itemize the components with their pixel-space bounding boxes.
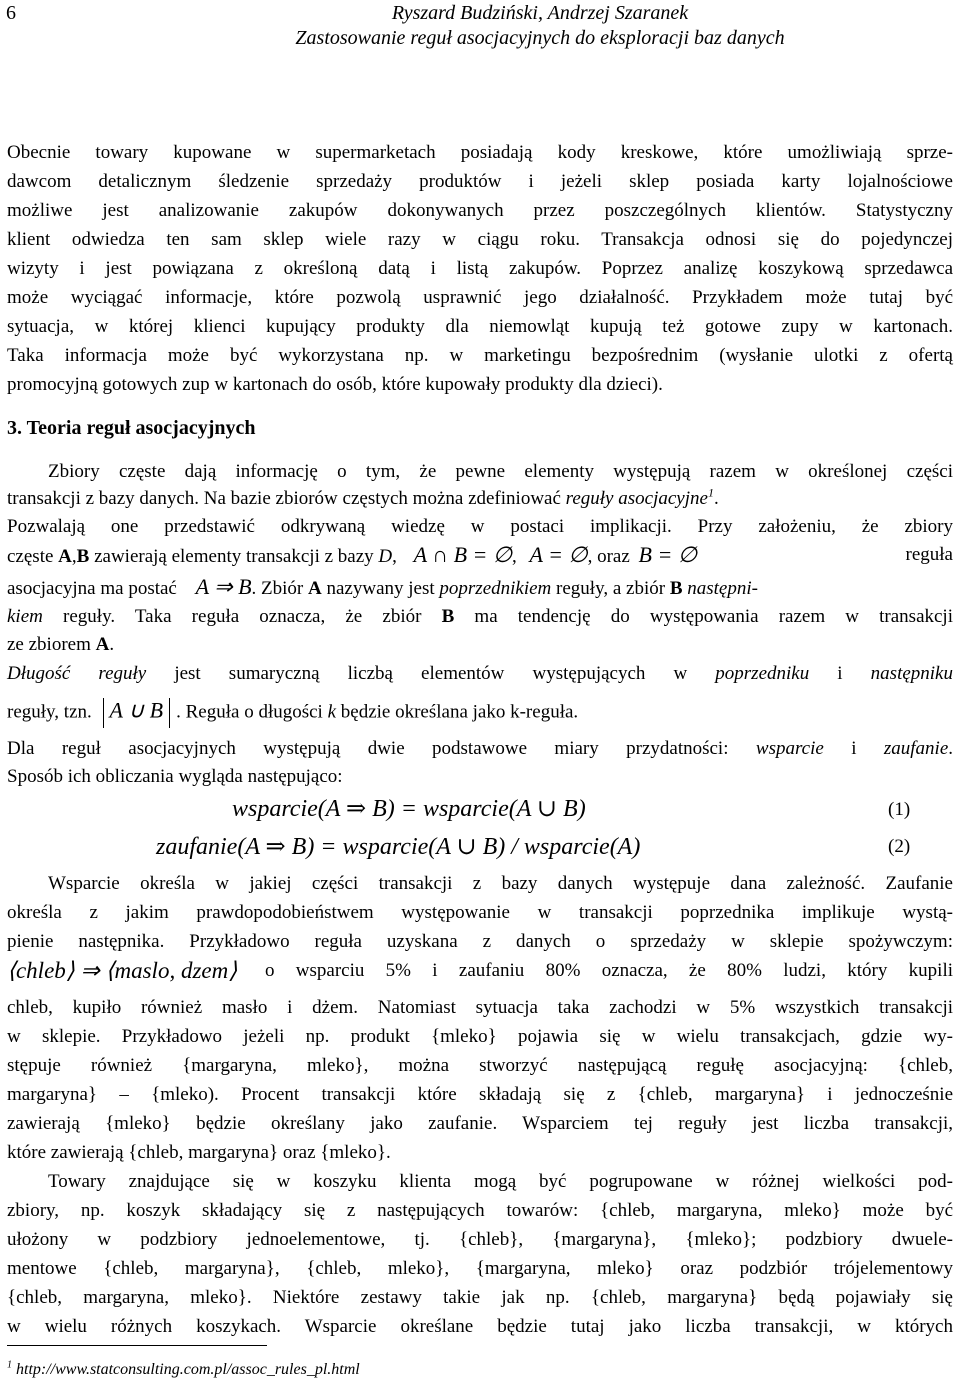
text-line [7, 543, 953, 569]
text-line [7, 605, 953, 629]
text-span: i [823, 738, 884, 759]
text-line: ułożony w podzbiory jednoelementowe, tj. {chleb}, {margaryna}, {mleko}; podzbiory dwuele- [7, 1229, 953, 1250]
text-span: , oraz [587, 546, 630, 567]
text-line [7, 487, 953, 511]
term-italic: zaufanie [883, 738, 949, 759]
text-line: może wyciągać informacje, które pozwolą usprawnić jego działalność. Przykładem może tutaj być [7, 287, 953, 308]
text-line: Sposób ich obliczania wygląda następująco: [7, 766, 343, 787]
text-line: Towary znajdujące się w koszyku klienta mogą być pogrupowane w różnej wielkości pod- [48, 1171, 953, 1192]
footnote-ref: 1 [707, 485, 714, 500]
math-rule: A ⇒ B [195, 574, 252, 599]
formula-1: wsparcie(A ⇒ B) = wsparcie(A ∪ B) [232, 796, 586, 822]
text-span: transakcji z bazy danych. Na bazie zbiorów częstych można zdefiniować [7, 488, 566, 509]
math-empty-a: A = ∅ [529, 542, 588, 567]
set-b: B [76, 546, 90, 567]
term-italic: kiem [7, 606, 43, 627]
footnote-mark: 1 [7, 1359, 12, 1371]
set-b: B [669, 578, 683, 599]
text-span: reguły. Taka reguła oznacza, że zbiór [42, 606, 442, 627]
text-span: . [713, 488, 719, 509]
term-italic: poprzedniku [715, 663, 810, 684]
set-a: A [308, 578, 322, 599]
text-line: zawierają {mleko} będzie określany jako zaufanie. Wsparciem tej reguły jest liczba transakcji, [7, 1113, 953, 1134]
page-number: 6 [6, 2, 16, 24]
formula-2-number: (2) [888, 836, 911, 857]
text-span: o wsparciu 5% i zaufaniu 80% oznacza, że 80% ludzi, który kupili [265, 960, 953, 981]
text-line [7, 633, 953, 657]
running-header [0, 0, 960, 60]
term-italic: następniku [870, 663, 953, 684]
formula-1-number: (1) [888, 799, 911, 820]
text-line: Obecnie towary kupowane w supermarketach posiadają kody kreskowe, które umożliwiają sprze- [7, 142, 953, 163]
text-span: reguły, a zbiór [551, 578, 670, 599]
text-span: częste [7, 546, 59, 567]
text-line: Zbiory częste dają informację o tym, że pewne elementy występują razem w określonej części [48, 461, 953, 482]
text-line: w sklepie. Przykładowo jeżeli np. produkt {mleko} pojawia się w wielu transakcjach, gdzie wy- [7, 1026, 953, 1047]
math-intersection: A ∩ B = ∅ [413, 542, 513, 567]
text-span: reguła [905, 544, 953, 565]
text-line: klient odwiedza ten sam sklep wiele razy w ciągu roku. Transakcja odnosi się do pojedynczej [7, 229, 953, 250]
text-line: promocyjną gotowych zup w kartonach do osób, które kupowały produkty dla dzieci). [7, 374, 663, 395]
text-span: i [809, 663, 871, 684]
running-header-title: Zastosowanie reguł asocjacyjnych do eksploracji baz danych [295, 27, 785, 49]
text-line: chleb, kupiło również masło i dżem. Natomiast sytuacja taka zachodzi w 5% wszystkich transakcji [7, 997, 953, 1018]
set-b: B [441, 606, 455, 627]
text-line: Taka informacja może być wykorzystana np. w marketingu bezpośrednim (wysłanie ulotki z ofertą [7, 345, 953, 366]
text-line: margaryna} – {mleko). Procent transakcji które składają się z {chleb, margaryna} i jednocześnie [7, 1084, 953, 1105]
text-span: asocjacyjna ma postać [7, 578, 177, 599]
text-line [7, 662, 953, 686]
footnote [7, 1361, 360, 1379]
math-empty-b: B = ∅ [638, 542, 697, 567]
text-span: nazywany jest [321, 578, 440, 599]
term-italic: k [327, 701, 337, 723]
text-span: jest sumaryczną liczbą elementów występujących w [146, 663, 716, 684]
text-line: sytuacja, w której klienci kupujący produkty dla niemowląt kupują też gotowe zupy w kartonach. [7, 316, 953, 337]
text-line: które zawierają {chleb, margaryna} oraz {mleko}. [7, 1142, 391, 1163]
section-heading: 3. Teoria reguł asocjacyjnych [7, 417, 256, 439]
text-line: dawcom detalicznym śledzenie sprzedaży produktów i jeżeli sklep posiada karty lojalnościowe [7, 171, 953, 192]
text-line [7, 698, 953, 728]
text-line: pienie następnika. Przykładowo reguła uzyskana z danych o sprzedaży w sklepie spożywczym: [7, 931, 953, 952]
footnote-divider [7, 1345, 267, 1346]
text-span: zawierają elementy transakcji z bazy [89, 546, 379, 567]
text-span: . Zbiór [251, 578, 309, 599]
term-italic: reguły asocjacyjne [565, 488, 708, 509]
footnote-link[interactable]: http://www.statconsulting.com.pl/assoc_rules_pl.html [16, 1361, 360, 1378]
term-italic: następni- [687, 578, 758, 599]
set-a: A [58, 546, 72, 567]
text-line: stępuje również {margaryna, mleko}, można stworzyć następującą regułę asocjacyjną: {chleb, [7, 1055, 953, 1076]
text-line: zbiory, np. koszyk składający się z następujących towarów: {chleb, margaryna, mleko} może być [7, 1200, 953, 1221]
abs-bar-right [169, 698, 170, 728]
formula-2: zaufanie(A ⇒ B) = wsparcie(A ∪ B) / wsparcie(A) [156, 834, 641, 860]
abs-bar-left [103, 698, 104, 728]
text-span: reguły, tzn. [7, 701, 92, 723]
text-span: . Reguła o długości [176, 701, 328, 723]
text-span: , [512, 546, 517, 567]
text-line: Pozwalają one przedstawić odkrywaną wiedzę w postaci implikacji. Przy założeniu, że zbiory [7, 516, 953, 537]
text-span: Dla reguł asocjacyjnych występują dwie podstawowe miary przydatności: [7, 738, 756, 759]
text-line: {chleb, margaryna, mleko}. Niektóre zestawy takie jak np. {chleb, margaryna} będą pojawiały się [7, 1287, 953, 1308]
text-line: wizyty i jest powiązana z określoną datą i listą zakupów. Poprzez analizę koszykową sprzedawca [7, 258, 953, 279]
term-italic: wsparcie [755, 738, 824, 759]
math-example-rule: ⟨chleb⟩ ⇒ ⟨maslo, dzem⟩ [7, 958, 238, 983]
database-d: D [378, 546, 393, 567]
text-span: , [392, 546, 397, 567]
math-union: A ∪ B [109, 697, 164, 723]
text-line: w wielu różnych koszykach. Wsparcie określane będzie tutaj jako liczba transakcji, w których [7, 1316, 953, 1337]
text-line: możliwe jest analizowanie zakupów dokonywanych przez poszczególnych klientów. Statystyczny [7, 200, 953, 221]
text-span: ze zbiorem [7, 634, 96, 655]
text-span: . [948, 738, 954, 759]
text-span: będzie określana jako k-reguła. [336, 701, 579, 723]
term-italic: poprzednikiem [439, 578, 552, 599]
text-line: mentowe {chleb, margaryna}, {chleb, mleko}, {margaryna, mleko} oraz podzbiór trójelementowy [7, 1258, 953, 1279]
term-italic: Długość reguły [7, 663, 147, 684]
text-span: ma tendencję do występowania razem w transakcji [454, 606, 953, 627]
text-span: . [109, 634, 115, 655]
running-header-authors: Ryszard Budziński, Andrzej Szaranek [391, 2, 689, 24]
text-line: określa z jakim prawdopodobieństwem występowanie w transakcji poprzednika implikuje wystą- [7, 902, 953, 923]
text-line [7, 575, 953, 601]
set-a: A [95, 634, 110, 655]
text-span: , [71, 546, 77, 567]
text-line [7, 959, 953, 985]
text-line: Wsparcie określa w jakiej części transakcji z bazy danych występuje dana zależność. Zaufanie [48, 873, 953, 894]
text-line [7, 737, 953, 761]
